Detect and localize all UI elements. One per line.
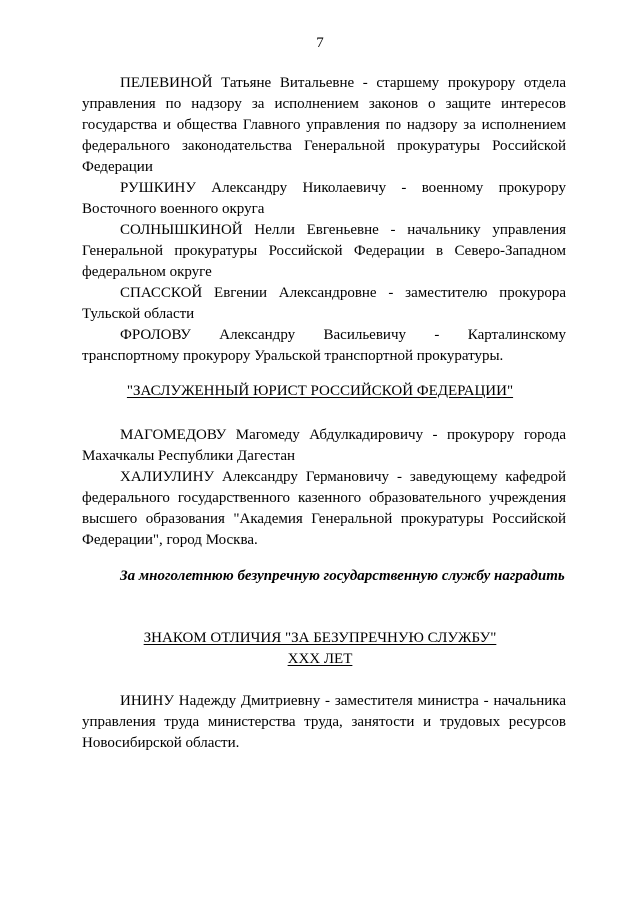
award-title-heading: "ЗАСЛУЖЕННЫЙ ЮРИСТ РОССИЙСКОЙ ФЕДЕРАЦИИ" [126,383,514,399]
list-item: МАГОМЕДОВУ Магомеду Абдулкадировичу - прокурору города Махачкалы Республики Дагестан [82,427,566,464]
list-item: ФРОЛОВУ Александру Васильевичу - Карталинскому транспортному прокурору Уральской транспортной прокуратуры. [82,327,566,364]
badge-title-heading-years: XXX ЛЕТ [287,651,353,667]
page-number: 7 [316,35,324,51]
award-list-section-1 [82,73,566,367]
award-list-section-2 [82,425,566,551]
award-statement-block [82,566,566,587]
list-item: РУШКИНУ Александру Николаевичу - военному прокурору Восточного военного округа [82,180,566,217]
list-item: ХАЛИУЛИНУ Александру Германовичу - заведующему кафедрой федерального государственного казенного образовательного учреждения высшего образования "Академия Генеральной прокуратуры Российской Федерации", город Москва. [82,469,566,548]
badge-title-heading: ЗНАКОМ ОТЛИЧИЯ "ЗА БЕЗУПРЕЧНУЮ СЛУЖБУ" [143,630,497,646]
list-item: СПАССКОЙ Евгении Александровне - заместителю прокурора Тульской области [82,285,566,322]
list-item: СОЛНЫШКИНОЙ Нелли Евгеньевне - начальнику управления Генеральной прокуратуры Российской Федерации в Северо-Западном федеральном округе [82,222,566,280]
award-statement: За многолетнюю безупречную государственную службу наградить [120,568,565,584]
list-item: ИНИНУ Надежду Дмитриевну - заместителя министра - начальника управления труда министерства труда, занятости и трудовых ресурсов Новосибирской области. [82,693,566,751]
award-list-section-3 [82,691,566,754]
list-item: ПЕЛЕВИНОЙ Татьяне Витальевне - старшему прокурору отдела управления по надзору за исполнением законов о защите интересов государства и общества Главного управления по надзору за исполнением федерального законодательства Генеральной прокуратуры Российской Федерации [82,75,566,175]
